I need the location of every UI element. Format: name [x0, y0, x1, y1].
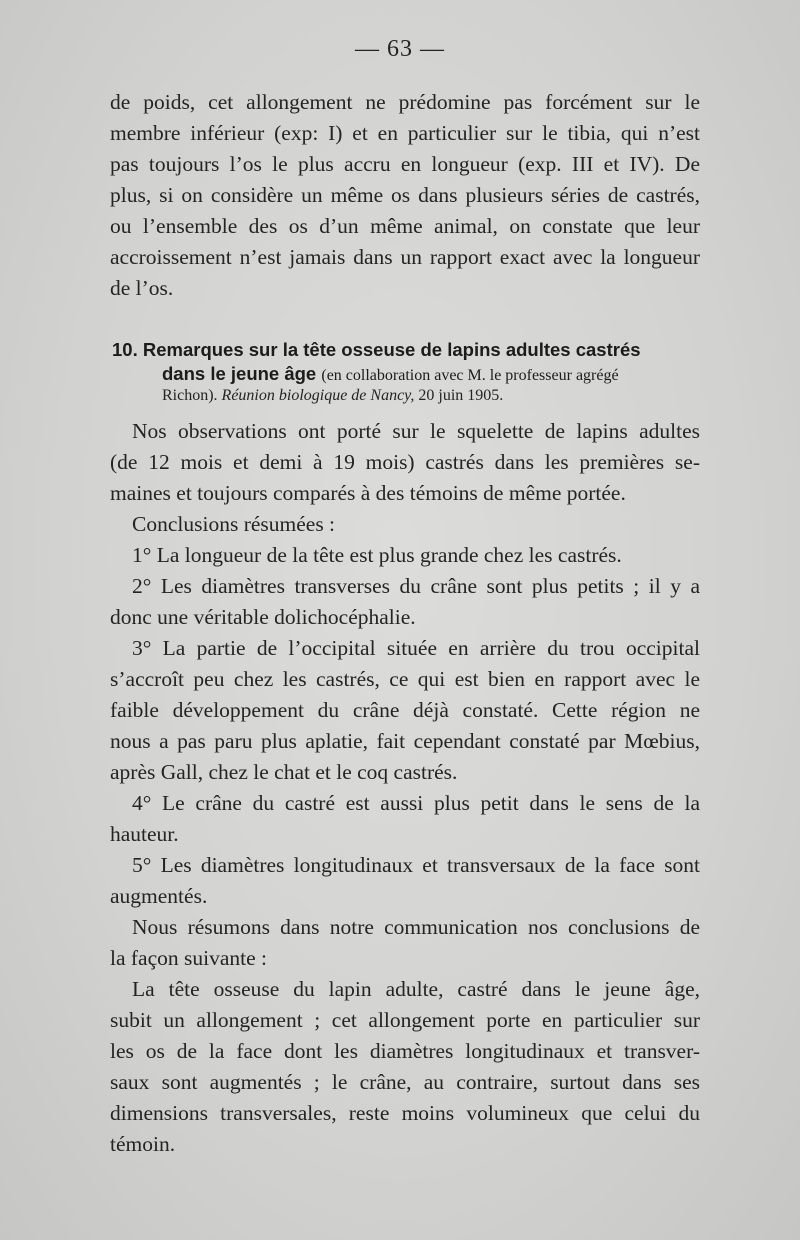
- page-number: — 63 —: [355, 36, 445, 62]
- text-line: plus, si on considère un même os dans plusieurs séries de castrés,: [110, 183, 700, 207]
- text-line: maines et toujours comparés à des témoins de même portée.: [110, 481, 626, 505]
- text-line: après Gall, chez le chat et le coq castrés.: [110, 760, 458, 784]
- text-line: nous a pas paru plus aplatie, fait cependant constaté par Mœbius,: [110, 729, 700, 753]
- summary-line: les os de la face dont les diamètres longitudinaux et transver-: [110, 1039, 700, 1063]
- section-title-line2: dans le jeune âge: [162, 363, 317, 384]
- summary-line: subit un allongement ; cet allongement porte en particulier sur: [110, 1008, 700, 1032]
- text-line: de l’os.: [110, 276, 174, 300]
- conclusion-1: 1° La longueur de la tête est plus grande chez les castrés.: [132, 543, 622, 567]
- text-line: augmentés.: [110, 884, 208, 908]
- section-title-line1: Remarques sur la tête osseuse de lapins adultes castrés: [142, 339, 641, 360]
- summary-line: témoin.: [110, 1132, 176, 1156]
- text-line: pas toujours l’os le plus accru en longueur (exp. III et IV). De: [110, 152, 700, 176]
- text-line: hauteur.: [110, 822, 179, 846]
- text-line: Conclusions résumées :: [132, 512, 336, 536]
- section-journal: Réunion biologique de Nancy,: [221, 387, 415, 404]
- text-line: de poids, cet allongement ne prédomine pas forcément sur le: [110, 90, 700, 114]
- section-number: 10.: [112, 339, 138, 360]
- conclusion-3: 3° La partie de l’occipital située en arrière du trou occipital: [132, 636, 700, 660]
- text-line: membre inférieur (exp: I) et en particulier sur le tibia, qui n’est: [110, 121, 700, 145]
- summary-line: La tête osseuse du lapin adulte, castré dans le jeune âge,: [132, 977, 700, 1001]
- conclusion-4: 4° Le crâne du castré est aussi plus petit dans le sens de la: [132, 791, 700, 815]
- summary-line: dimensions transversales, reste moins volumineux que celui du: [110, 1101, 700, 1125]
- text-line: (de 12 mois et demi à 19 mois) castrés dans les premières se-: [110, 450, 700, 474]
- text-line: Nous résumons dans notre communication nos conclusions de: [132, 915, 700, 939]
- text-line: faible développement du crâne déjà constaté. Cette région ne: [110, 698, 700, 722]
- section-date: 20 juin 1905.: [418, 387, 504, 404]
- text-line: ou l’ensemble des os d’un même animal, on constate que leur: [110, 214, 700, 238]
- text-line: Nos observations ont porté sur le squelette de lapins adultes: [132, 419, 700, 443]
- summary-line: saux sont augmentés ; le crâne, au contraire, surtout dans ses: [110, 1070, 700, 1094]
- text-line: accroissement n’est jamais dans un rapport exact avec la longueur: [110, 245, 700, 269]
- text-line: la façon suivante :: [110, 946, 268, 970]
- section-author: Richon).: [162, 387, 218, 404]
- section-collaboration: (en collaboration avec M. le professeur agrégé: [321, 367, 619, 384]
- text-line: s’accroît peu chez les castrés, ce qui est bien en rapport avec le: [110, 667, 700, 691]
- text-line: donc une véritable dolichocéphalie.: [110, 605, 416, 629]
- conclusion-5: 5° Les diamètres longitudinaux et transversaux de la face sont: [132, 853, 700, 877]
- conclusion-2: 2° Les diamètres transverses du crâne sont plus petits ; il y a: [132, 574, 700, 598]
